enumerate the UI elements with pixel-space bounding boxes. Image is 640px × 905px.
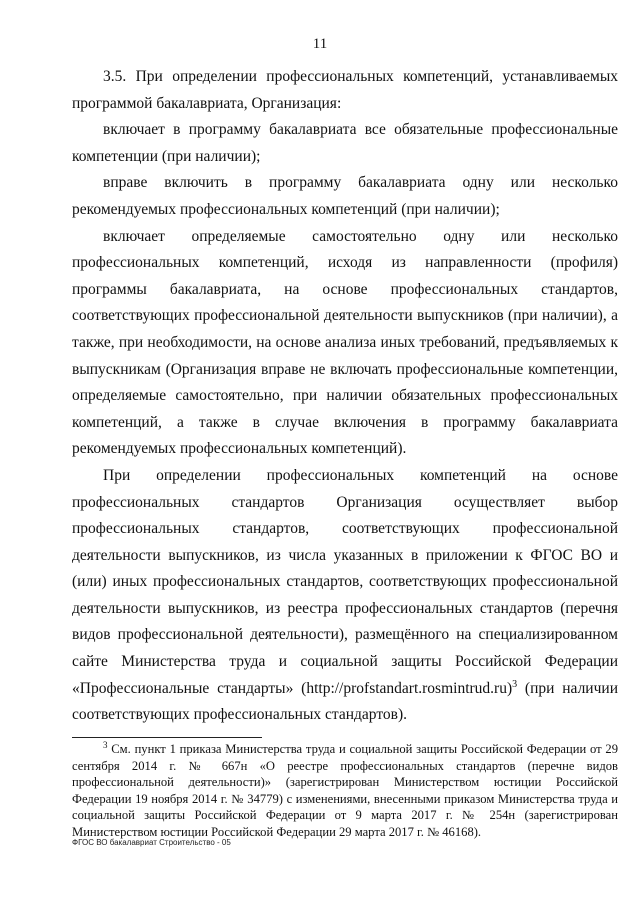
paragraph-professional-standards (72, 463, 618, 729)
page-number: 11 (312, 36, 328, 52)
footnote-marker: 3 (103, 739, 108, 750)
main-text (72, 64, 618, 729)
paragraph-3-5: 3.5. При определении профессиональных компетенций, устанавливаемых программой бакалавриата, Организация: (72, 68, 618, 112)
footnote-text: См. пункт 1 приказа Министерства труда и социальной защиты Российской Федерации от 29 сентября 2014 г. № 667н «О реестре профессиональных стандартов (перечне видов профессиональной деятельности)» (зарегистрирован Министерством юстиции Российской Федерации 19 ноября 2014 г. № 34779) с изменениями, внесенными приказом Министерства труда и социальной защиты Российской Федерации от 9 марта 2017 г. № 254н (зарегистрирован Министерством юстиции Российской Федерации 29 марта 2017 г. № 46168). (72, 742, 618, 839)
paragraph-recommended-competences: вправе включить в программу бакалавриата одну или несколько рекомендуемых профессиональных компетенций (при наличии); (72, 174, 618, 218)
footnote (72, 741, 618, 841)
page-footer: ФГОС ВО бакалавриат Строительство - 05 (72, 838, 231, 847)
paragraph-self-defined-competences: включает определяемые самостоятельно одну или несколько профессиональных компетенций, исходя из направленности (профиля) программы бакалавриата, на основе профессиональных стандартов, соответствующих профессиональной деятельности выпускников (при наличии), а также, при необходимости, на основе анализа иных требований, предъявляемых к выпускникам (Организация вправе не включать профессиональные компетенции, определяемые самостоятельно, при наличии обязательных профессиональных компетенций, а также в случае включения в программу бакалавриата рекомендуемых профессиональных компетенций). (72, 227, 618, 458)
paragraph-mandatory-competences: включает в программу бакалавриата все обязательные профессиональные компетенции (при наличии); (72, 121, 618, 165)
footnote-reference: 3 (512, 678, 518, 690)
paragraph-text-end: (при наличии соответствующих профессиональных стандартов). (72, 679, 618, 724)
paragraph-text: При определении профессиональных компетенций на основе профессиональных стандартов Организация осуществляет выбор профессиональных стандартов, соответствующих профессиональной деятельности выпускников, из числа указанных в приложении к ФГОС ВО и (или) иных профессиональных стандартов, соответствующих профессиональной деятельности выпускников, из реестра профессиональных стандартов (перечня видов профессиональной деятельности), размещённого на специализированном сайте Министерства труда и социальной защиты Российской Федерации «Профессиональные стандарты» (http://profstandart.rosmintrud.ru) (72, 466, 618, 697)
footnote-divider (72, 737, 262, 738)
